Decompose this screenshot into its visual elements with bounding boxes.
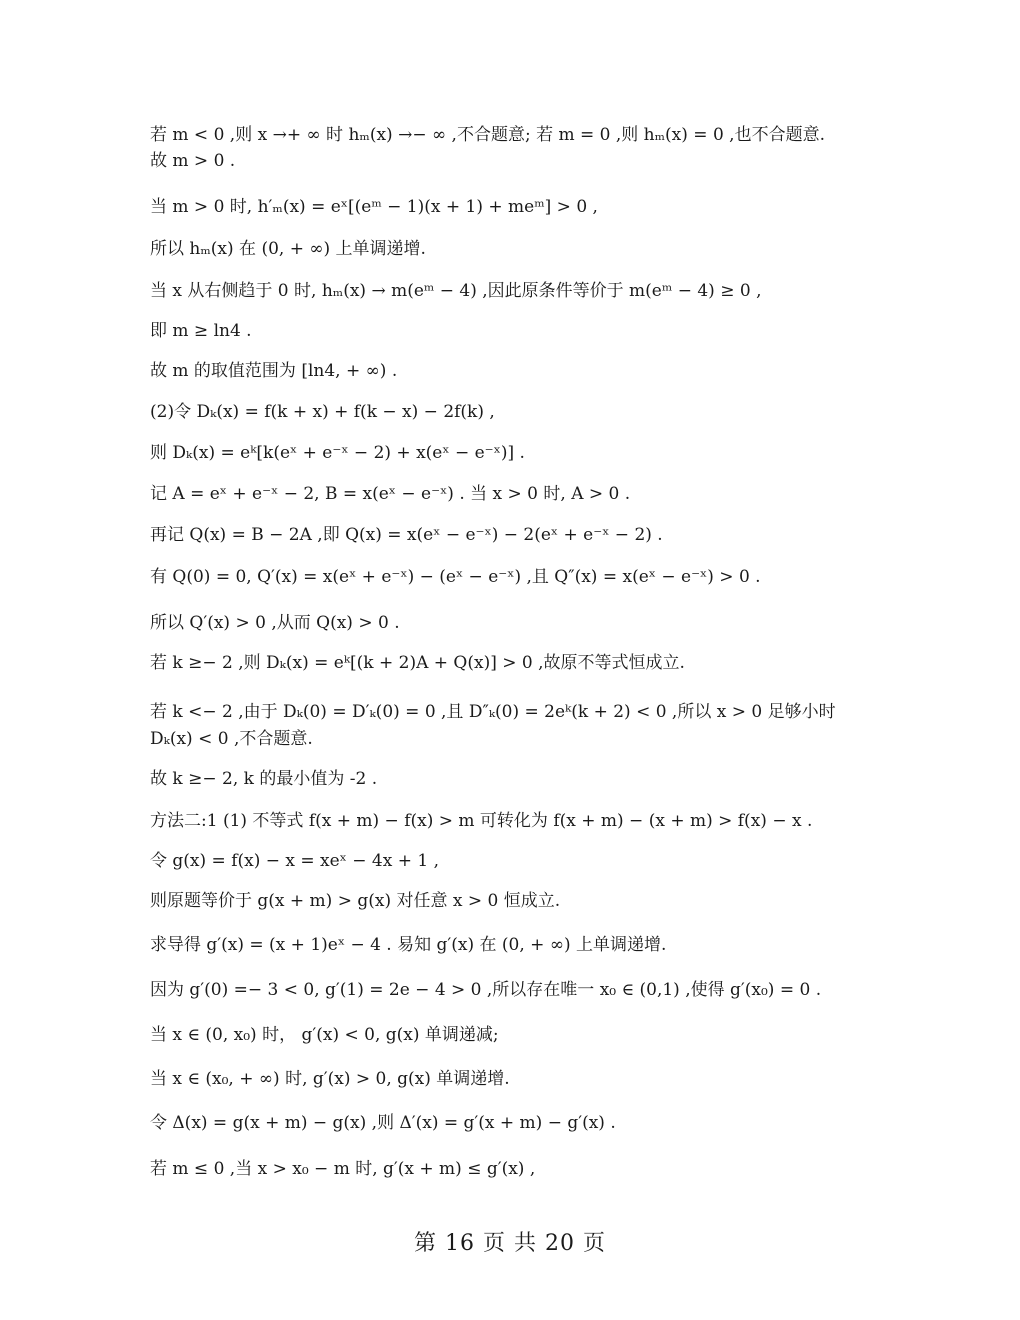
text-line: (2)令 Dₖ(x) = f(k + x) + f(k − x) − 2f(k) , xyxy=(150,402,495,422)
text-line: 因为 g′(0) =− 3 < 0, g′(1) = 2e − 4 > 0 ,所以存在唯一 x₀ ∈ (0,1) ,使得 g′(x₀) = 0 . xyxy=(150,980,822,1000)
text-line: 当 x 从右侧趋于 0 时, hₘ(x) → m(eᵐ − 4) ,因此原条件等价于 m(eᵐ − 4) ≥ 0 , xyxy=(150,281,762,301)
text-line: 记 A = eˣ + e⁻ˣ − 2, B = x(eˣ − e⁻ˣ) . 当 x > 0 时, A > 0 . xyxy=(150,484,631,504)
text-line: 方法二:1 (1) 不等式 f(x + m) − f(x) > m 可转化为 f(x + m) − (x + m) > f(x) − x . xyxy=(150,811,813,831)
text-line: 故 m 的取值范围为 [ln4, + ∞) . xyxy=(150,361,398,381)
text-line: 若 m < 0 ,则 x →+ ∞ 时 hₘ(x) →− ∞ ,不合题意; 若 m = 0 ,则 hₘ(x) = 0 ,也不合题意. xyxy=(150,125,825,145)
text-line: 当 x ∈ (x₀, + ∞) 时, g′(x) > 0, g(x) 单调递增. xyxy=(150,1069,510,1089)
text-line: 当 m > 0 时, h′ₘ(x) = eˣ[(eᵐ − 1)(x + 1) + meᵐ] > 0 , xyxy=(150,197,598,217)
text-line: 则原题等价于 g(x + m) > g(x) 对任意 x > 0 恒成立. xyxy=(150,891,561,911)
text-line: 所以 Q′(x) > 0 ,从而 Q(x) > 0 . xyxy=(150,613,400,633)
text-line: 再记 Q(x) = B − 2A ,即 Q(x) = x(eˣ − e⁻ˣ) − 2(eˣ + e⁻ˣ − 2) . xyxy=(150,525,663,545)
text-line: 有 Q(0) = 0, Q′(x) = x(eˣ + e⁻ˣ) − (eˣ − e⁻ˣ) ,且 Q″(x) = x(eˣ − e⁻ˣ) > 0 . xyxy=(150,567,761,587)
text-line: Dₖ(x) < 0 ,不合题意. xyxy=(150,729,313,749)
text-line: 若 k ≥− 2 ,则 Dₖ(x) = eᵏ[(k + 2)A + Q(x)] > 0 ,故原不等式恒成立. xyxy=(150,653,685,673)
text-line: 故 k ≥− 2, k 的最小值为 -2 . xyxy=(150,769,378,789)
text-line: 求导得 g′(x) = (x + 1)eˣ − 4 . 易知 g′(x) 在 (0, + ∞) 上单调递增. xyxy=(150,935,667,955)
text-line: 令 Δ(x) = g(x + m) − g(x) ,则 Δ′(x) = g′(x + m) − g′(x) . xyxy=(150,1113,616,1133)
text-line: 当 x ∈ (0, x₀) 时， g′(x) < 0, g(x) 单调递减; xyxy=(150,1025,499,1045)
text-line: 故 m > 0 . xyxy=(150,151,236,171)
text-line: 则 Dₖ(x) = eᵏ[k(eˣ + e⁻ˣ − 2) + x(eˣ − e⁻ˣ)] . xyxy=(150,443,525,463)
text-line: 令 g(x) = f(x) − x = xeˣ − 4x + 1 , xyxy=(150,851,440,871)
text-line: 若 m ≤ 0 ,当 x > x₀ − m 时, g′(x + m) ≤ g′(x) , xyxy=(150,1159,536,1179)
text-line: 所以 hₘ(x) 在 (0, + ∞) 上单调递增. xyxy=(150,239,426,259)
text-line: 若 k <− 2 ,由于 Dₖ(0) = D′ₖ(0) = 0 ,且 D″ₖ(0) = 2eᵏ(k + 2) < 0 ,所以 x > 0 足够小时 xyxy=(150,702,836,722)
text-line: 即 m ≥ ln4 . xyxy=(150,321,252,341)
page-footer: 第 16 页 共 20 页 xyxy=(414,1231,606,1256)
